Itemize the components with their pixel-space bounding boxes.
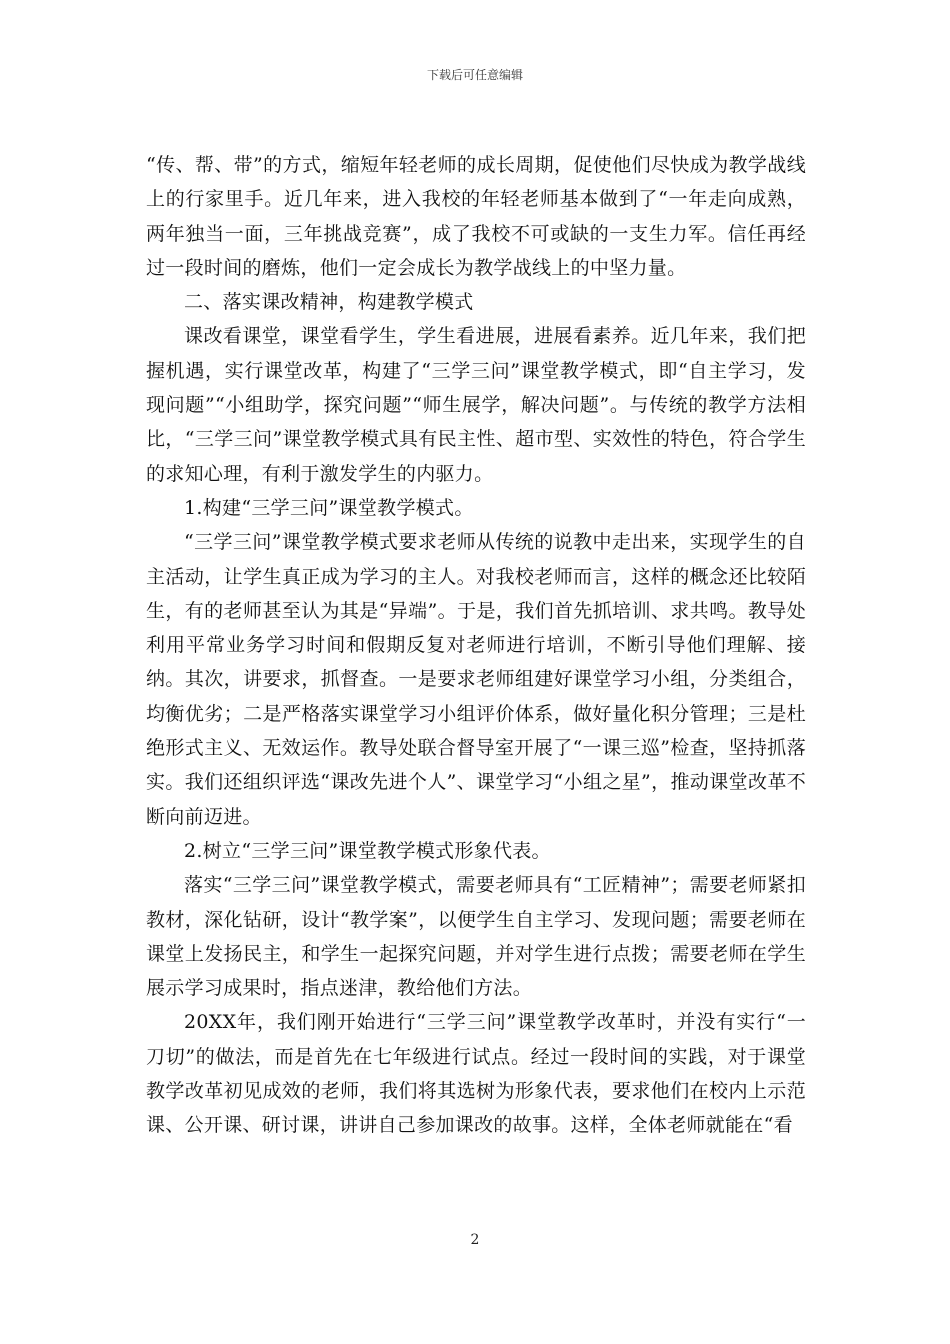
- subsection-heading: 2.树立“三学三问”课堂教学模式形象代表。: [184, 839, 551, 862]
- paragraph: 课改看课堂，课堂看学生，学生看进展，进展看素养。近几年来，我们把握机遇，实行课堂改革，构建了“三学三问”课堂教学模式，即“自主学习，发现问题”“小组助学，探究问题”“师生展学，解决问题”。与传统的教学方法相比，“三学三问”课堂教学模式具有民主性、超市型、实效性的特色，符合学生的求知心理，有利于激发学生的内驱力。: [146, 325, 806, 485]
- paragraph: “传、帮、带”的方式，缩短年轻老师的成长周期，促使他们尽快成为教学战线上的行家里手。近几年来，进入我校的年轻老师基本做到了“一年走向成熟，两年独当一面，三年挑战竞赛”，成了我校不可或缺的一支生力军。信任再经过一段时间的磨炼，他们一定会成长为教学战线上的中坚力量。: [146, 154, 806, 279]
- paragraph: 20XX年，我们刚开始进行“三学三问”课堂教学改革时，并没有实行“一刀切”的做法，而是首先在七年级进行试点。经过一段时间的实践，对于课堂教学改革初见成效的老师，我们将其选树为形象代表，要求他们在校内上示范课、公开课、研讨课，讲讲自己参加课改的故事。这样，全体老师就能在“看: [146, 1011, 806, 1137]
- paragraph: 落实“三学三问”课堂教学模式，需要老师具有“工匠精神”；需要老师紧扣教材，深化钻研，设计“教学案”，以便学生自主学习、发现问题；需要老师在课堂上发扬民主，和学生一起探究问题，并对学生进行点拨；需要老师在学生展示学习成果时，指点迷津，教给他们方法。: [146, 874, 806, 1000]
- subsection-heading: 1.构建“三学三问”课堂教学模式。: [184, 496, 474, 519]
- paragraph: “三学三问”课堂教学模式要求老师从传统的说教中走出来，实现学生的自主活动，让学生真正成为学习的主人。对我校老师而言，这样的概念还比较陌生，有的老师甚至认为其是“异端”。于是，我们首先抓培训、求共鸣。教导处利用平常业务学习时间和假期反复对老师进行培训，不断引导他们理解、接纳。其次，讲要求，抓督查。一是要求老师组建好课堂学习小组，分类组合，均衡优劣；二是严格落实课堂学习小组评价体系，做好量化积分管理；三是杜绝形式主义、无效运作。教导处联合督导室开展了“一课三巡”检查，坚持抓落实。我们还组织评选“课改先进个人”、课堂学习“小组之星”，推动课堂改革不断向前迈进。: [146, 531, 806, 828]
- page-header: 下载后可任意编辑: [426, 68, 523, 82]
- section-heading: 二、落实课改精神，构建教学模式: [184, 291, 474, 314]
- page-number: 2: [470, 1232, 480, 1248]
- document-body: [146, 148, 806, 1143]
